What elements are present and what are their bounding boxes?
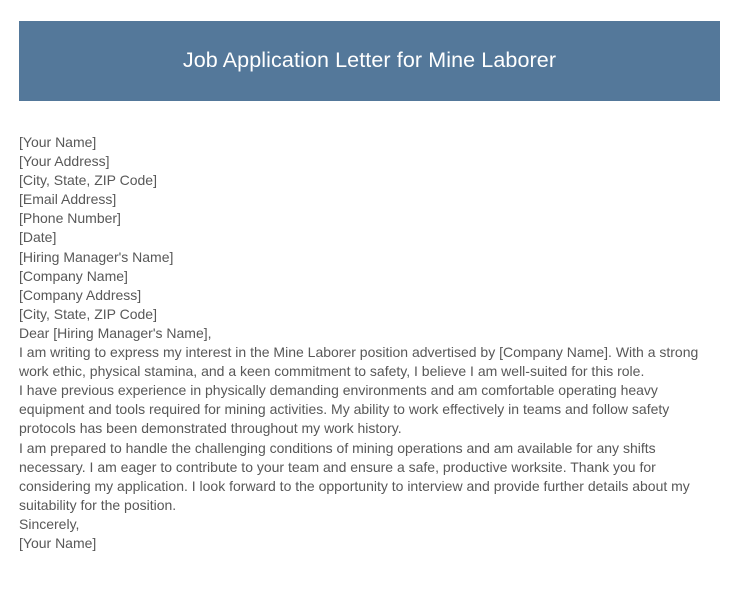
- salutation-line: Dear [Hiring Manager's Name],: [19, 324, 212, 341]
- date-line: [Date]: [19, 229, 57, 246]
- recipient-company-line: [Company Name]: [19, 267, 128, 284]
- body-paragraph-3: I am prepared to handle the challenging conditions of mining operations and am available for any shifts necessary. I am eager to contribute to your team and ensure a safe, productive worksite. Thank you for considering my application. I look forward to the opportunity to interview and provide further details about my suitability for the position.: [19, 439, 690, 513]
- document-header-banner: [19, 21, 720, 101]
- sender-email-line: [Email Address]: [19, 191, 117, 208]
- recipient-address-line: [Company Address]: [19, 286, 142, 303]
- page-title: Job Application Letter for Mine Laborer: [182, 48, 557, 73]
- signature-line: [Your Name]: [19, 534, 97, 551]
- sender-city-line: [City, State, ZIP Code]: [19, 172, 157, 189]
- sender-address-line: [Your Address]: [19, 153, 110, 170]
- recipient-city-line: [City, State, ZIP Code]: [19, 305, 157, 322]
- recipient-name-line: [Hiring Manager's Name]: [19, 248, 174, 265]
- body-paragraph-1: I am writing to express my interest in the Mine Laborer position advertised by [Company Name]. With a strong work ethic, physical stamina, and a keen commitment to safety, I believe I am well-suited for this role.: [19, 344, 699, 380]
- sender-name-line: [Your Name]: [19, 134, 97, 150]
- letter-body: [19, 133, 722, 553]
- body-paragraph-2: I have previous experience in physically demanding environments and am comfortable operating heavy equipment and tools required for mining activities. My ability to work effectively in teams and follow safety protocols has been demonstrated throughout my work history.: [19, 382, 670, 437]
- sender-phone-line: [Phone Number]: [19, 210, 121, 227]
- closing-line: Sincerely,: [19, 515, 80, 532]
